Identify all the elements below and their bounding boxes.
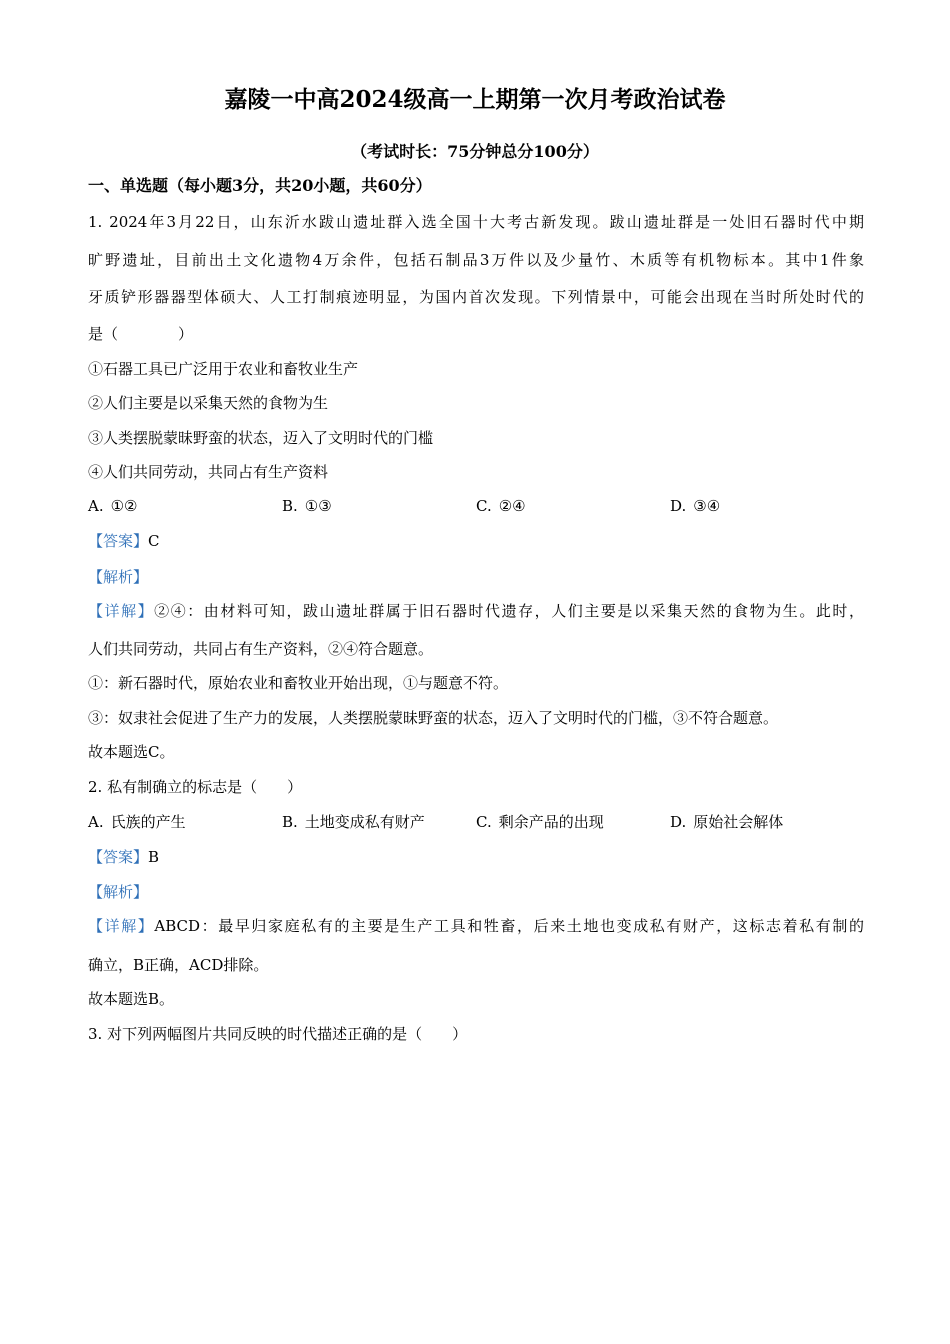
q1-detail-line-3: ①：新石器时代，原始农业和畜牧业开始出现，①与题意不符。 — [88, 674, 509, 692]
option-text: ①③ — [304, 497, 332, 515]
option-key: B. — [282, 497, 298, 515]
analysis-tag: 【解析】 — [88, 568, 149, 586]
option-text: ②④ — [498, 497, 526, 515]
q1-detail-line-2: 人们共同劳动，共同占有生产资料，②④符合题意。 — [88, 640, 434, 658]
q2-analysis — [88, 882, 148, 902]
detail-text: ABCD：最早归家庭私有的主要是生产工具和牲畜，后来土地也变成私有财产，这标志着私有制的 — [154, 917, 864, 935]
option-text: ①② — [110, 497, 138, 515]
analysis-tag: 【解析】 — [88, 883, 149, 901]
option-key: D. — [670, 497, 687, 515]
q1-analysis — [88, 567, 148, 587]
option-key: A. — [88, 497, 104, 515]
q2-answer — [88, 847, 159, 867]
q1-detail-line-4: ③：奴隶社会促进了生产力的发展，人类摆脱蒙昧野蛮的状态，迈入了文明时代的门槛，③不符合题意。 — [88, 709, 779, 727]
q1-item-2: ②人们主要是以采集天然的食物为生 — [88, 394, 329, 412]
option-text: 原始社会解体 — [693, 813, 784, 831]
q2-detail-line-2: 确立，B正确，ACD排除。 — [88, 956, 269, 974]
q1-item-4: ④人们共同劳动，共同占有生产资料 — [88, 463, 329, 481]
q2-option-b — [282, 812, 425, 832]
answer-value: C — [148, 532, 160, 550]
q2-option-c — [476, 812, 604, 832]
exam-subtitle: （考试时长：75分钟总分100分） — [351, 142, 599, 161]
option-text: 剩余产品的出现 — [498, 813, 604, 831]
q2-detail-line-1 — [88, 916, 864, 936]
q1-option-b — [282, 496, 332, 516]
exam-title: 嘉陵一中高2024级高一上期第一次月考政治试卷 — [224, 86, 726, 113]
q1-stem-line-4: 是（ ） — [88, 325, 194, 343]
q3-stem: 3. 对下列两幅图片共同反映的时代描述正确的是（ ） — [88, 1025, 468, 1043]
q1-item-3: ③人类摆脱蒙昧野蛮的状态，迈入了文明时代的门槛 — [88, 429, 434, 447]
q1-stem-line-2: 旷野遗址，目前出土文化遗物4万余件，包括石制品3万件以及少量竹、木质等有机物标本。其中1件象 — [88, 251, 864, 269]
option-key: A. — [88, 813, 104, 831]
answer-value: B — [148, 848, 160, 866]
answer-tag: 【答案】 — [88, 532, 149, 550]
q1-stem-line-3: 牙质铲形器器型体硕大、人工打制痕迹明显，为国内首次发现。下列情景中，可能会出现在当时所处时代的 — [88, 288, 864, 306]
q1-item-1: ①石器工具已广泛用于农业和畜牧业生产 — [88, 360, 359, 378]
option-key: C. — [476, 497, 492, 515]
section-heading: 一、单选题（每小题3分，共20小题，共60分） — [88, 176, 432, 195]
answer-tag: 【答案】 — [88, 848, 149, 866]
q1-answer — [88, 531, 160, 551]
q2-option-d — [670, 812, 783, 832]
option-text: 氏族的产生 — [110, 813, 186, 831]
q1-option-c — [476, 496, 526, 516]
q2-conclusion: 故本题选B。 — [88, 990, 175, 1008]
option-key: B. — [282, 813, 298, 831]
option-text: 土地变成私有财产 — [304, 813, 425, 831]
option-key: C. — [476, 813, 492, 831]
q1-option-a — [88, 496, 138, 516]
detail-tag: 【详解】 — [88, 602, 155, 620]
q1-detail-line-1 — [88, 601, 864, 621]
q1-option-d — [670, 496, 720, 516]
q1-stem-line-1: 1. 2024年3月22日，山东沂水跋山遗址群入选全国十大考古新发现。跋山遗址群是一处旧石器时代中期 — [88, 213, 864, 231]
detail-tag: 【详解】 — [88, 917, 155, 935]
q2-stem: 2. 私有制确立的标志是（ ） — [88, 778, 303, 796]
option-text: ③④ — [693, 497, 721, 515]
q1-conclusion: 故本题选C。 — [88, 743, 175, 761]
option-key: D. — [670, 813, 687, 831]
q2-option-a — [88, 812, 186, 832]
detail-text: ②④：由材料可知，跋山遗址群属于旧石器时代遗存，人们主要是以采集天然的食物为生。此时， — [154, 602, 864, 620]
